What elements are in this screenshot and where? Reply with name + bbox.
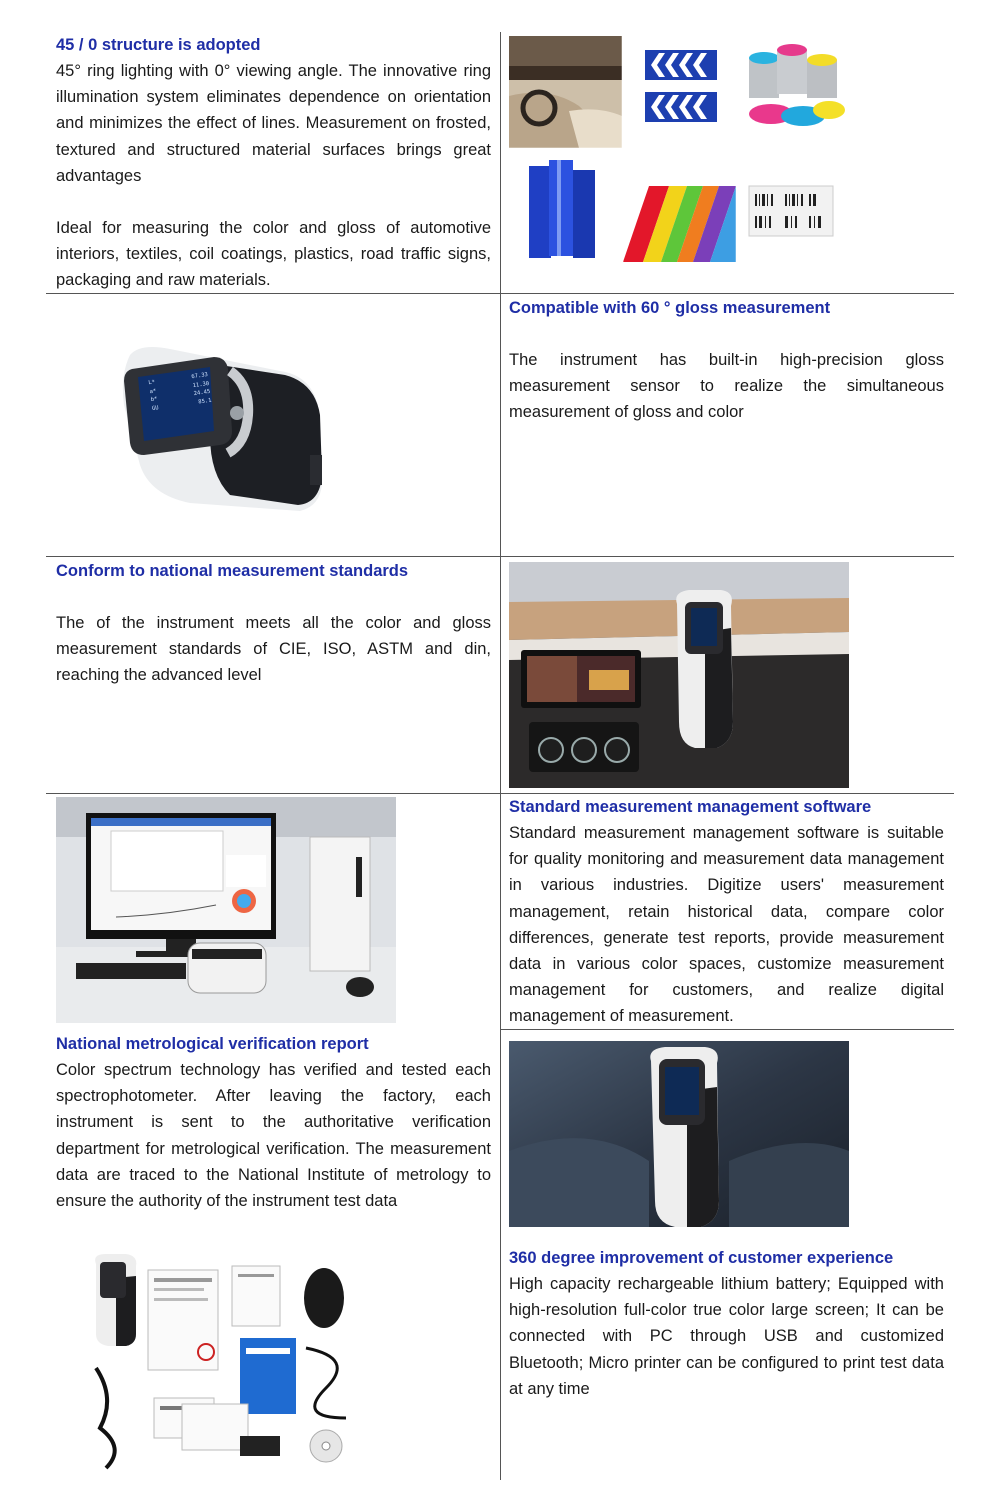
section-paragraph: High capacity rechargeable lithium battery; Equipped with high-resolution full-color true color large screen; It can be connected with PC through USB and customized Bluetooth; Micro printer can be configured to print test data at any time (509, 1275, 944, 1398)
section-heading: 45 / 0 structure is adopted (56, 36, 261, 54)
section-verification (56, 1031, 491, 1214)
row-divider (46, 556, 954, 557)
section-heading: National metrological verification report (56, 1035, 369, 1053)
section-paragraph: Color spectrum technology has verified and tested each spectrophotometer. After leaving the factory, each instrument is sent to the authoritative verification department for metrological verification. The measurement data are traced to the National Institute of metrology to ensure the authority of the instrument test data (56, 1061, 491, 1211)
film-rolls-photo (509, 149, 622, 262)
section-gloss (509, 295, 944, 426)
section-heading: 360 degree improvement of customer experience (509, 1249, 894, 1267)
handheld-device (650, 1047, 719, 1227)
dashboard-measurement-photo (509, 562, 849, 788)
section-paragraph: 45° ring lighting with 0° viewing angle. The innovative ring illumination system eliminates dependence on orientation and minimizes the effect of lines. Measurement on frosted, textured and structured material surfaces brings great advantages (56, 62, 491, 185)
section-structure (56, 32, 491, 294)
readout-value: 24.45 (193, 388, 211, 398)
section-heading: Conform to national measurement standards (56, 562, 409, 580)
section-paragraph: Standard measurement management software is suitable for quality monitoring and measurement data management in various industries. Digitize users' measurement management, retain historical data, compare color differences, generate test reports, provide measurement data in various color spaces, customize measurement management for customers, and realize digital management of measurement. (509, 824, 944, 1026)
section-paragraph: The instrument has built-in high-precision gloss measurement sensor to realize the simultaneous measurement of gloss and color (509, 351, 944, 422)
car-interior-device-photo (509, 1041, 849, 1227)
readout-label: b* (150, 396, 158, 404)
application-collage (509, 36, 849, 262)
handheld-device (676, 590, 733, 748)
readout-label: GU (151, 404, 160, 412)
readout-label: L* (148, 379, 156, 387)
section-experience (509, 1245, 944, 1402)
traffic-sign-graphic (623, 36, 736, 148)
readout-value: 11.30 (192, 380, 210, 389)
section-heading: Compatible with 60 ° gloss measurement (509, 299, 831, 317)
color-sheets-photo (623, 149, 736, 262)
section-heading: Standard measurement management software (509, 798, 872, 816)
handheld-device (95, 1254, 136, 1346)
car-interior-photo (509, 36, 622, 148)
barcode-labels-photo (737, 149, 849, 262)
spectrophotometer-photo (110, 335, 330, 513)
accessories-kit-photo (56, 1248, 396, 1474)
section-software (509, 794, 944, 1030)
section-standards (56, 558, 491, 689)
readout-label: a* (149, 387, 157, 395)
column-divider (500, 32, 501, 1480)
section-paragraph: Ideal for measuring the color and gloss of automotive interiors, textiles, coil coatings, plastics, road traffic signs, packaging and raw materials. (56, 219, 491, 290)
paint-cans-photo (737, 36, 849, 148)
software-pc-photo (56, 797, 396, 1023)
readout-value: 85.1 (197, 397, 212, 406)
readout-value: 67.33 (191, 371, 209, 381)
section-paragraph: The of the instrument meets all the color and gloss measurement standards of CIE, ISO, ASTM and din, reaching the advanced level (56, 614, 491, 685)
